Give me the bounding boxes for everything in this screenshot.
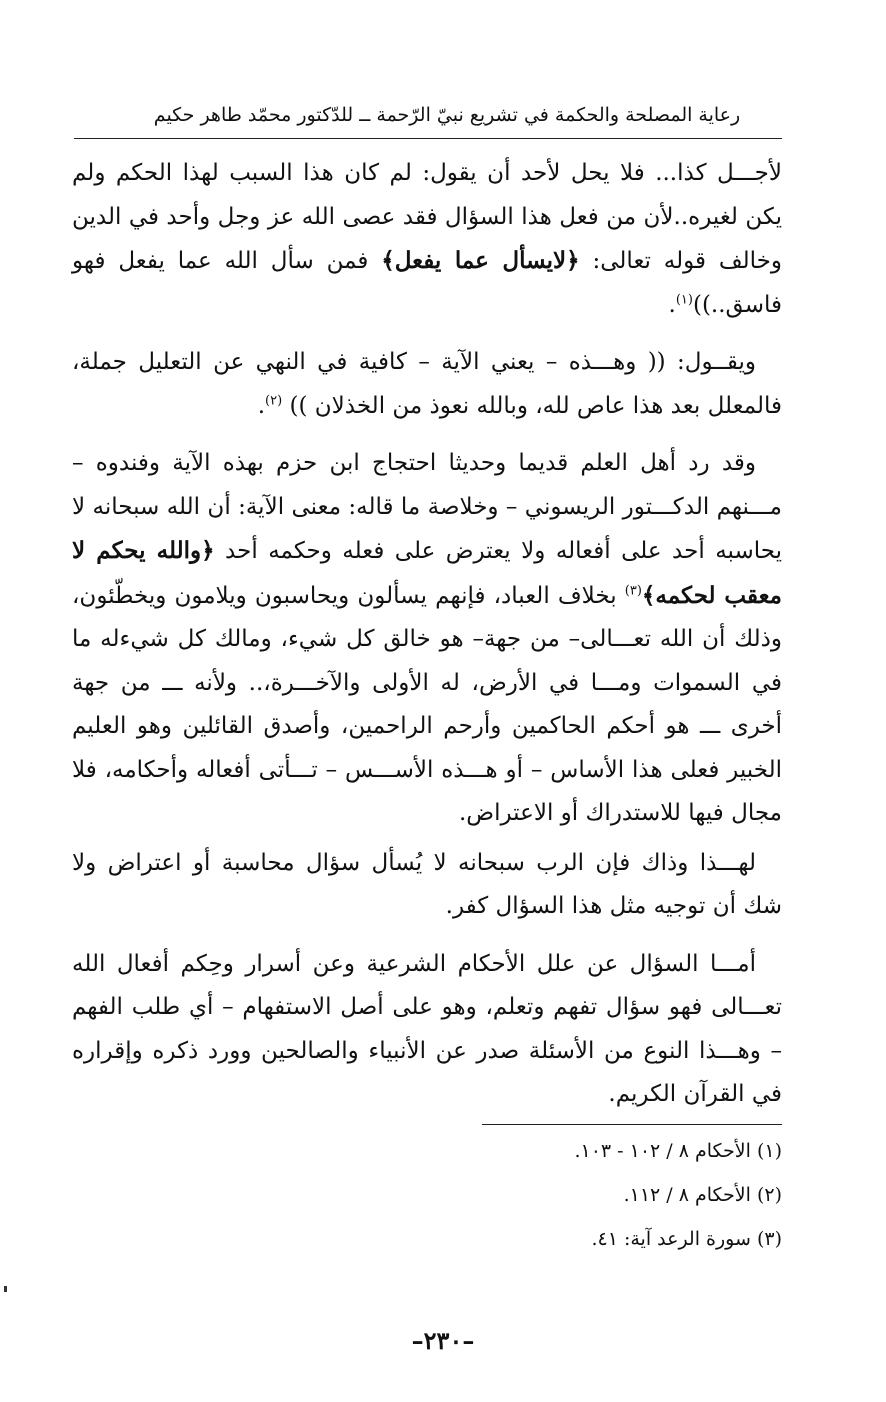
paragraph-text: فمن سأل الله عما يفعل فهو فاسق..)): [72, 248, 782, 318]
running-header: رعاية المصلحة والحكمة في تشريع نبيّ الرّحمة ــ للدّكتور محمّد طاهر حكيم: [153, 104, 741, 126]
paragraph-text: .: [668, 291, 676, 318]
paragraph-2: [72, 341, 782, 428]
paragraph-text: .: [257, 392, 266, 419]
main-text: [72, 152, 782, 1131]
paragraph-text: لأجـــل كذا... فلا يحل لأحد أن يقول: لم كان هذا السبب لهذا الحكم ولم يكن لغيره..لأن من فعل هذا السؤال فقد عصى الله عز وجل وأحد في الدين وخالف قوله تعالى:: [72, 160, 782, 274]
footnote-3: (٣) سورة الرعد آية: ٤١.: [591, 1228, 782, 1250]
footnotes: [320, 1142, 782, 1274]
paragraph-3: [72, 442, 782, 836]
paragraph-text: بخلاف العباد، فإنهم يسألون ويحاسبون ويلامون ويخطّئون، وذلك أن الله تعـــالى– من جهة– هو خالق كل شيء، ومالك كل شيءله ما في السموات ومـــا في الأرض، له الأولى والآخـــرة،.. ولأنه ـــ من جهة أخرى ـــ هو أحكم الحاكمين وأرحم الراحمين، وأصدق القائلين وهو العليم الخبير فعلى هذا الأساس – أو هـــذه الأســـس – تـــأتى أفعاله وأحكامه، فلا مجال فيها للاستدراك أو الاعتراض.: [72, 582, 782, 826]
paragraph-text: وقد رد أهل العلم قديما وحديثا احتجاج ابن حزم بهذه الآية وفندوه – مـــنهم الدكـــتور الريسوني – وخلاصة ما قاله: معنى الآية: أن الله سبحانه لا يحاسبه أحد على أفعاله ولا يعترض على فعله وحكمه أحد: [72, 450, 782, 564]
footnote-1: (١) الأحكام ٨ / ١٠٢ - ١٠٣.: [574, 1140, 782, 1162]
paragraph-4: لهـــذا وذاك فإن الرب سبحانه لا يُسأل سؤال محاسبة أو اعتراض ولا شك أن توجيه مثل هذا السؤال كفر.: [72, 849, 782, 919]
paragraph-1: [72, 152, 782, 327]
footnote-2: (٢) الأحكام ٨ / ١١٢.: [623, 1184, 782, 1206]
paragraph-text: ويقــول: (( وهـــذه – يعني الآية – كافية في النهي عن التعليل جملة، فالمعلل بعد هذا عاص لله، وبالله نعوذ من الخذلان )): [72, 349, 782, 419]
footnote-ref: (٢): [265, 392, 283, 408]
footnote-ref: (٣): [624, 582, 642, 598]
footnote-divider: [482, 1124, 782, 1125]
quran-quote: ﴿لايسأل عما يفعل﴾: [381, 247, 580, 274]
footnote-ref: (١): [675, 291, 693, 307]
scan-mark: [4, 1286, 7, 1292]
page-number: –٢٣٠–: [411, 1326, 475, 1355]
quran-quote: ﴿والله يحكم لا معقب لحكمه﴾: [72, 537, 782, 609]
paragraph-5: أمـــا السؤال عن علل الأحكام الشرعية وعن أسرار وحِكم أفعال الله تعـــالى فهو سؤال تفهم وتعلم، وهو على أصل الاستفهام – أي طلب الفهم – وهـــذا النوع من الأسئلة صدر عن الأنبياء والصالحين وورد ذكره وإقراره في القرآن الكريم.: [72, 950, 782, 1107]
header-divider: [74, 138, 782, 139]
